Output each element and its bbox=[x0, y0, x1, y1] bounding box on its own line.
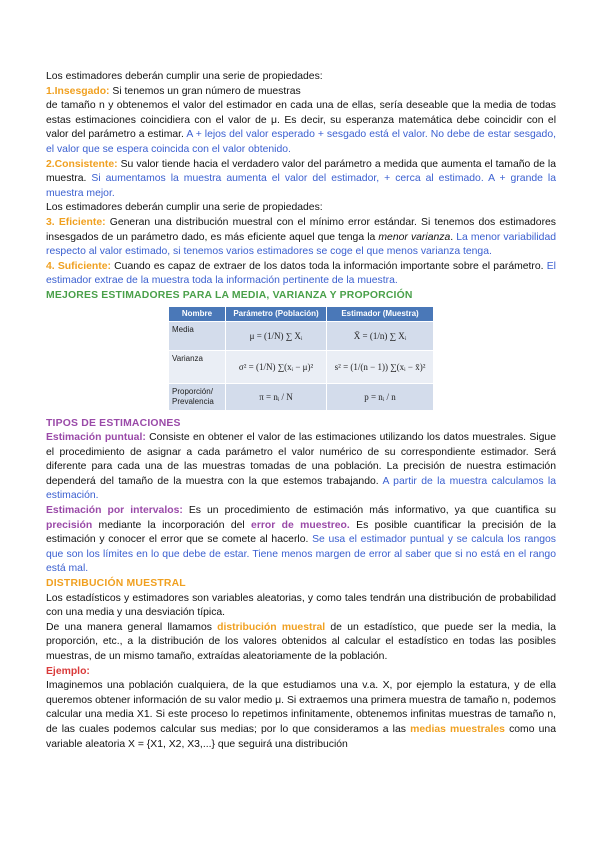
eficiente-emph: menor varianza bbox=[378, 231, 451, 243]
puntual-note: A partir de la muestra calculamos la estimación. bbox=[46, 475, 556, 502]
row-param: μ = (1/N) ∑ Xᵢ bbox=[226, 321, 327, 350]
insesgado-text2: de tamaño n y obtenemos el valor del estimador en cada una de ellas, sería deseable que la media de todas estas estimaciones coincidiera con el valor de μ. Es decir, su esperanza matemática debe coincidir con el valor del parámetro a estimar. bbox=[46, 100, 556, 141]
header-parametro: Parámetro (Población) bbox=[226, 306, 327, 321]
intervalos-text1: Es un procedimiento de estimación más informativo, ya que cuantifica su bbox=[182, 505, 556, 517]
row-name: Proporción/ Prevalencia bbox=[169, 383, 226, 410]
suficiente-note: El estimador extrae de la muestra toda la información pertinente de la muestra. bbox=[46, 260, 556, 287]
row-est: X̄ = (1/n) ∑ Xᵢ bbox=[327, 321, 434, 350]
property-insesgado bbox=[46, 85, 556, 100]
row-est: p = nᵢ / n bbox=[327, 383, 434, 410]
consistente-note: Si aumentamos la muestra aumenta el valor del estimador, + cerca al estimado. A + grande la muestra mejor. bbox=[46, 173, 556, 199]
insesgado-label: 1.Insesgado: bbox=[46, 85, 110, 97]
ejemplo-text1: Imaginemos una población cualquiera, de la que estudiamos una v.a. X, por ejemplo la estatura, y de ella queremos obtener información de su valor medio μ. Si extraemos una primera muestra de tamaño n, podemos calcular una media X1. Si este proceso lo repetimos infinitamente, obtenemos infinitas muestras de tamaño n, de las cuales podemos calcular sus medias; por lo que consideramos a las bbox=[46, 680, 556, 735]
ejemplo-label: Ejemplo: bbox=[46, 665, 90, 677]
tipos-heading: TIPOS DE ESTIMACIONES bbox=[46, 417, 181, 429]
insesgado-note: A + lejos del valor esperado + sesgado está el valor. No debe de estar sesgado, el valor que se espera coincida con el valor obtenido. bbox=[46, 129, 556, 155]
ejemplo-text2: como una variable aleatoria X = {X1, X2, X3,...} que seguirá una distribución bbox=[46, 723, 556, 750]
ejemplo-body bbox=[46, 679, 556, 752]
table-row bbox=[169, 350, 434, 383]
intervalos-precision: precisión bbox=[46, 519, 93, 531]
table-header-row bbox=[169, 306, 434, 321]
row-est: s² = (1/(n − 1)) ∑(xᵢ − x̄)² bbox=[327, 350, 434, 383]
table-heading: MEJORES ESTIMADORES PARA LA MEDIA, VARIANZA Y PROPORCIÓN bbox=[46, 289, 413, 301]
property-suficiente bbox=[46, 260, 556, 289]
header-nombre: Nombre bbox=[169, 306, 226, 321]
property-consistente bbox=[46, 158, 556, 202]
dist-p2-text2: de un estadístico, que puede ser la media, la proporción, etc., a la distribución de los valores obtenidos al calcular el estadístico en todas las posibles muestras, de un mismo tamaño, extraídas aleatoriamente de la población. bbox=[46, 621, 556, 662]
intro-line-2: Los estimadores deberán cumplir una serie de propiedades: bbox=[46, 202, 323, 214]
intervalos-text3: Es posible cuantificar la precisión de la estimación y conocer el error que se comete al hacerlo. bbox=[46, 519, 556, 546]
row-name: Varianza bbox=[169, 350, 226, 383]
distribucion-p1: Los estadísticos y estimadores son variables aleatorias, y como tales tendrán una distribución de probabilidad con una media y una desviación típica. bbox=[46, 592, 556, 619]
intervalos-note: Se usa el estimador puntual y se calcula los rangos que son los límites en lo que debe de estar. Tiene menos margen de error al saber que si no está en el rango está mal. bbox=[46, 534, 556, 575]
estimacion-intervalos bbox=[46, 504, 556, 577]
row-param: π = nᵢ / N bbox=[226, 383, 327, 410]
puntual-label: Estimación puntual: bbox=[46, 432, 146, 444]
eficiente-text-end: . bbox=[450, 231, 454, 243]
property-eficiente bbox=[46, 216, 556, 260]
intervalos-text2: mediante la incorporación del bbox=[92, 519, 252, 531]
table-row bbox=[169, 383, 434, 410]
eficiente-label: 3. Eficiente: bbox=[46, 216, 106, 228]
eficiente-text: Generan una distribución muestral con el mínimo error estándar. Si tenemos dos estimadores insesgados de un parámetro dado, es más eficiente aquel que tenga la bbox=[46, 216, 556, 243]
intervalos-label: Estimación por intervalos: bbox=[46, 505, 183, 517]
suficiente-text: Cuando es capaz de extraer de los datos toda la información importante sobre el parámetro. bbox=[110, 260, 544, 272]
insesgado-body bbox=[46, 99, 556, 157]
document-body bbox=[46, 70, 556, 752]
eficiente-note: La menor variabilidad respecto al valor estimado, si tenemos varios estimadores se coge el que menos varianza tenga. bbox=[46, 231, 556, 258]
suficiente-label: 4. Suficiente: bbox=[46, 260, 111, 272]
puntual-text: Consiste en obtener el valor de las estimaciones utilizando los datos muestrales. Sigue el procedimiento de asignar a cada parámetro el valor numérico de su correspondiente estimador. Será diferente para cada una de las muestras tomadas de una población. La precisión de nuestra estimación dependerá del tamaño de la muestra con la que estemos trabajando. bbox=[46, 432, 556, 487]
dist-p2-text1: De una manera general llamamos bbox=[46, 621, 218, 633]
row-param: σ² = (1/N) ∑(xᵢ − μ)² bbox=[226, 350, 327, 383]
insesgado-text1: Si tenemos un gran número de muestras bbox=[109, 85, 301, 97]
consistente-label: 2.Consistente: bbox=[46, 158, 118, 170]
distribucion-p2 bbox=[46, 621, 556, 665]
table-row bbox=[169, 321, 434, 350]
estimacion-puntual bbox=[46, 431, 556, 504]
estimators-table bbox=[168, 306, 434, 411]
header-estimador: Estimador (Muestra) bbox=[327, 306, 434, 321]
distribucion-heading: DISTRIBUCIÓN MUESTRAL bbox=[46, 578, 186, 590]
consistente-text: Su valor tiende hacia el verdadero valor del parámetro a medida que aumenta el tamaño de la muestra. bbox=[46, 158, 556, 185]
dist-p2-emph: distribución muestral bbox=[217, 621, 326, 633]
intro-line: Los estimadores deberán cumplir una serie de propiedades: bbox=[46, 71, 323, 82]
intervalos-error: error de muestreo. bbox=[251, 519, 350, 531]
ejemplo-emph: medias muestrales bbox=[410, 723, 505, 735]
row-name: Media bbox=[169, 321, 226, 350]
